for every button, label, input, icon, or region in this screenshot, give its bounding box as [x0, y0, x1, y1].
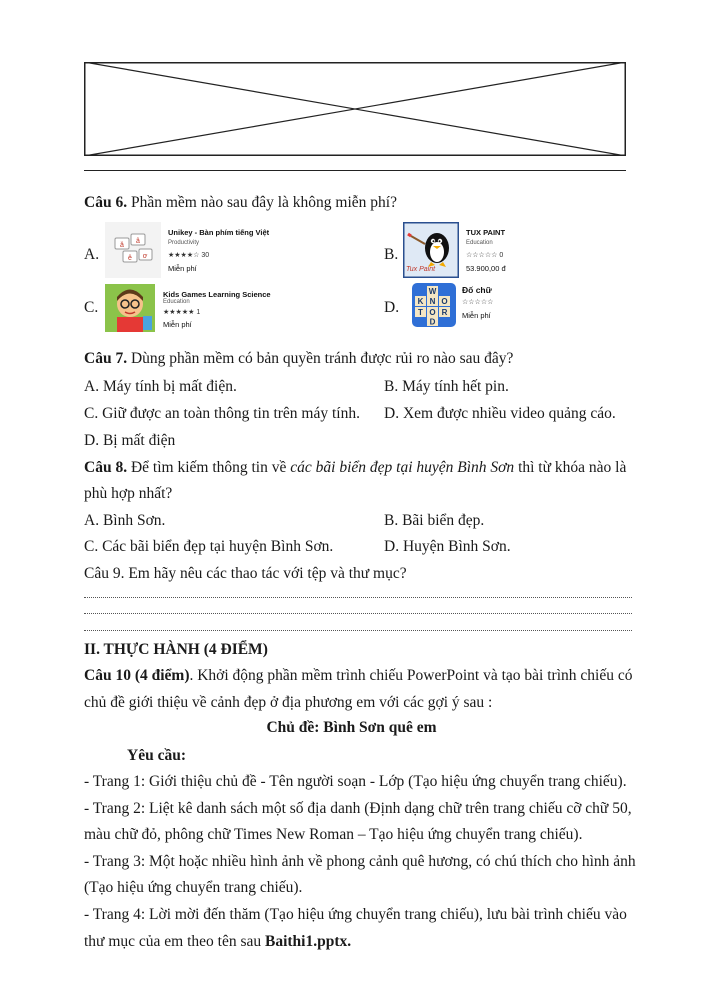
slide-3-requirement-cont: (Tạo hiệu ứng chuyển trang chiếu). [84, 879, 303, 896]
option-d-letter: D. [384, 299, 400, 316]
word-tile-5: T [418, 308, 423, 317]
word-tile-1: W [428, 287, 437, 296]
question-10-line2: chủ đề giới thiệu về cảnh đẹp ở địa phương em với các gợi ý sau : [84, 694, 493, 711]
unikey-app-icon [105, 222, 161, 278]
word-app-name: Đố chữ [462, 285, 492, 295]
question-6-text: Phần mềm nào sau đây là không miễn phí? [130, 194, 397, 211]
unikey-category: Productivity [168, 240, 200, 246]
svg-text:ê: ê [128, 255, 132, 262]
question-10 [84, 666, 632, 686]
q7-option-b: B. Máy tính hết pin. [384, 378, 509, 395]
option-b-app-card [403, 222, 563, 280]
tux-rating [466, 251, 503, 259]
question-8-title: Câu 8. [84, 459, 128, 476]
unikey-price: Miễn phí [168, 264, 197, 273]
unikey-app-name: Unikey - Bàn phím tiếng Việt [168, 228, 270, 237]
answer-line-1 [84, 597, 632, 598]
answer-line-3 [84, 630, 632, 631]
question-7 [84, 349, 513, 369]
word-tile-3: N [429, 297, 436, 306]
word-tile-8: D [429, 317, 436, 327]
question-8-text-italic: các bãi biển đẹp tại huyện Bình Sơn [290, 459, 515, 476]
kids-rating [163, 308, 200, 316]
q8-option-c: C. Các bãi biển đẹp tại huyện Bình Sơn. [84, 538, 334, 555]
tux-rating-count: 0 [499, 252, 504, 259]
svg-text:â: â [136, 238, 140, 245]
kids-category: Education [163, 299, 190, 305]
kids-price: Miễn phí [163, 320, 192, 329]
word-price: Miễn phí [462, 311, 491, 320]
question-8-line2: phù hợp nhất? [84, 485, 173, 502]
q7-option-extra: D. Bị mất điện [84, 432, 176, 449]
option-c-letter: C. [84, 299, 99, 316]
slide-3-requirement: - Trang 3: Một hoặc nhiều hình ảnh về phong cảnh quê hương, có chú thích cho hình ảnh [84, 853, 636, 870]
word-tile-4: O [441, 297, 448, 306]
slide-4-text: thư mục của em theo tên sau [84, 933, 265, 950]
q7-option-a: A. Máy tính bị mất điện. [84, 378, 237, 395]
option-a-letter: A. [84, 246, 100, 263]
slide-4-requirement: - Trang 4: Lời mời đến thăm (Tạo hiệu ứng chuyển trang chiếu), lưu bài trình chiếu vào [84, 906, 627, 923]
kids-stars: ★★★★★ [163, 309, 195, 316]
svg-text:ă: ă [120, 242, 124, 249]
divider [84, 170, 626, 171]
tux-stars: ☆☆☆☆☆ [466, 252, 498, 259]
tux-category: Education [466, 240, 493, 246]
kids-rating-count: 1 [196, 309, 201, 316]
q7-option-c: C. Giữ được an toàn thông tin trên máy tính. [84, 405, 360, 422]
slide-1-requirement: - Trang 1: Giới thiệu chủ đề - Tên người soạn - Lớp (Tạo hiệu ứng chuyển trang chiếu). [84, 773, 627, 790]
question-10-text: . Khởi động phần mềm trình chiếu PowerPoint và tạo bài trình chiếu có [189, 667, 633, 684]
unikey-rating [168, 251, 209, 259]
word-tile-6: O [429, 308, 436, 317]
option-a-app-card [105, 222, 285, 280]
option-b-letter: B. [384, 246, 399, 263]
slide-2-requirement-cont: màu chữ đỏ, phông chữ Times New Roman – Tạo hiệu ứng chuyển trang chiếu). [84, 826, 583, 843]
slide-2-requirement: - Trang 2: Liệt kê danh sách một số địa danh (Định dạng chữ trên trang chiếu cỡ chữ 50, [84, 800, 632, 817]
question-6-title: Câu 6. [84, 194, 128, 211]
q8-option-a: A. Bình Sơn. [84, 512, 166, 529]
tux-app-name: TUX PAINT [466, 228, 506, 237]
section-2-heading: II. THỰC HÀNH (4 ĐIỂM) [84, 641, 268, 658]
word-game-app-icon [412, 283, 456, 327]
q8-option-b: B. Bãi biển đẹp. [384, 512, 485, 529]
option-c-app-card [105, 284, 295, 336]
unikey-stars: ★★★★☆ [168, 252, 200, 259]
question-8-text-after: thì từ khóa nào là [514, 459, 627, 476]
unikey-rating-count: 30 [201, 252, 210, 259]
answer-line-2 [84, 613, 632, 614]
word-tile-7: R [441, 308, 448, 317]
filename: Baithi1.pptx. [265, 933, 352, 950]
question-8 [84, 458, 626, 478]
requirements-heading: Yêu cầu: [127, 747, 186, 764]
kids-app-name: Kids Games Learning Science [163, 290, 271, 299]
question-8-text-before: Để tìm kiếm thông tin về [130, 459, 291, 476]
image-placeholder [84, 62, 626, 156]
svg-text:ơ: ơ [142, 253, 148, 260]
question-9: Câu 9. Em hãy nêu các thao tác với tệp và thư mục? [84, 565, 407, 582]
slide-4-requirement-cont [84, 932, 351, 952]
question-7-text: Dùng phần mềm có bản quyền tránh được rủi ro nào sau đây? [130, 350, 514, 367]
tux-price: 53.900,00 đ [466, 264, 506, 273]
q8-option-d: D. Huyện Bình Sơn. [384, 538, 511, 555]
question-7-title: Câu 7. [84, 350, 128, 367]
question-6 [84, 193, 397, 213]
topic-title: Chủ đề: Bình Sơn quê em [266, 719, 437, 736]
tux-logo-text: Tux Paint [406, 266, 436, 273]
word-tile-2: K [417, 297, 424, 306]
q7-option-d: D. Xem được nhiều video quảng cáo. [384, 405, 616, 422]
option-d-app-card [412, 283, 562, 329]
kids-games-app-icon [105, 284, 155, 332]
word-stars: ☆☆☆☆☆ [462, 299, 494, 306]
question-10-title: Câu 10 (4 điểm) [84, 667, 190, 684]
